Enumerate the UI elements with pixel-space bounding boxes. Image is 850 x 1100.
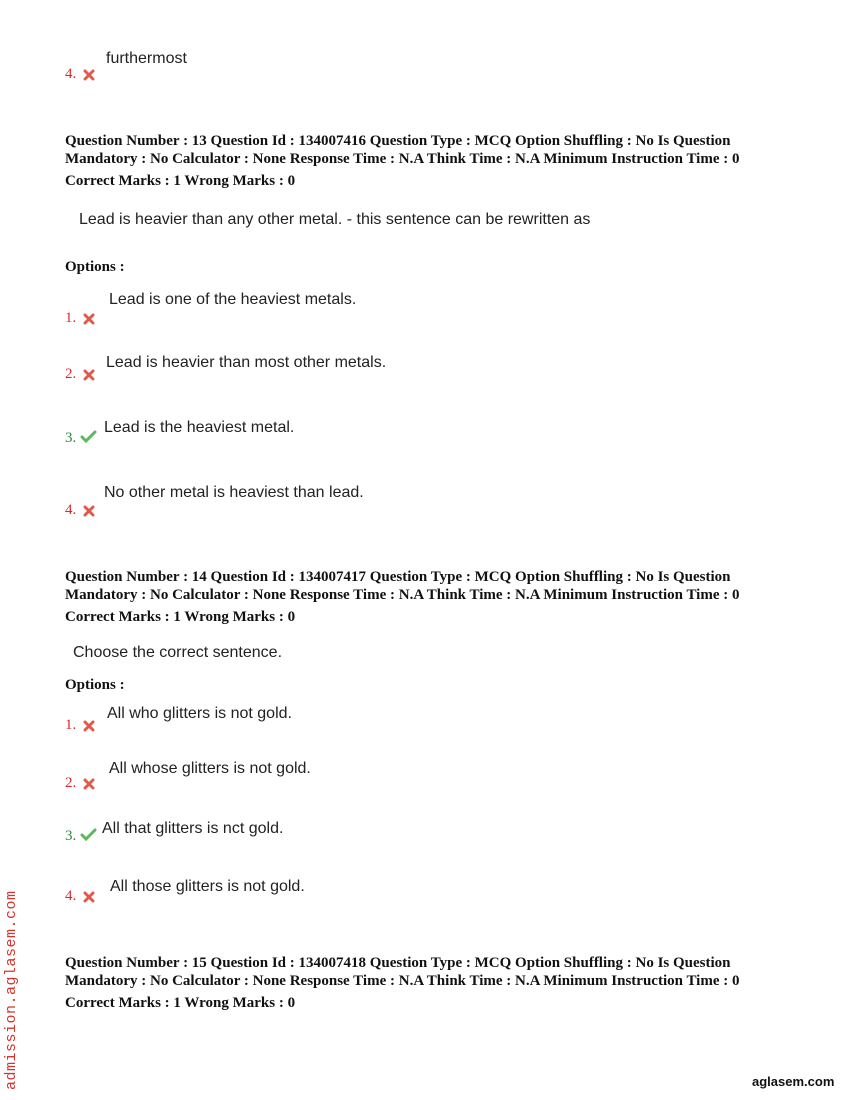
cross-icon <box>83 891 95 903</box>
brand-footer: aglasem.com <box>752 1074 835 1089</box>
cross-icon <box>83 369 95 381</box>
cross-icon <box>83 720 95 732</box>
check-icon <box>80 430 97 443</box>
question-text: Choose the correct sentence. <box>73 644 283 661</box>
question-header-line1: Question Number : 13 Question Id : 134007416 Question Type : MCQ Option Shuffling : No Is Question <box>65 133 731 149</box>
option-text: Lead is heavier than most other metals. <box>106 354 387 371</box>
option-text: Lead is the heaviest metal. <box>104 419 295 436</box>
question-header-line2: Mandatory : No Calculator : None Response Time : N.A Think Time : N.A Minimum Instruction Time : 0 <box>65 151 740 167</box>
option-number: 2. <box>65 366 77 382</box>
watermark: admission.aglasem.com <box>3 890 20 1090</box>
option-number: 4. <box>65 66 77 82</box>
question-header-line2: Mandatory : No Calculator : None Response Time : N.A Think Time : N.A Minimum Instruction Time : 0 <box>65 973 740 989</box>
question-header-line1: Question Number : 15 Question Id : 134007418 Question Type : MCQ Option Shuffling : No Is Question <box>65 955 731 971</box>
check-icon <box>80 828 97 841</box>
question-marks: Correct Marks : 1 Wrong Marks : 0 <box>65 609 296 625</box>
question-text: Lead is heavier than any other metal. - this sentence can be rewritten as <box>79 211 591 228</box>
option-text: All that glitters is nct gold. <box>102 820 284 837</box>
option-text: All those glitters is not gold. <box>110 878 305 895</box>
question-header-line2: Mandatory : No Calculator : None Response Time : N.A Think Time : N.A Minimum Instruction Time : 0 <box>65 587 740 603</box>
option-number: 4. <box>65 502 77 518</box>
option-number: 1. <box>65 310 77 326</box>
option-text: All whose glitters is not gold. <box>109 760 311 777</box>
options-label: Options : <box>65 677 125 693</box>
cross-icon <box>83 313 95 325</box>
option-number: 3. <box>65 430 77 446</box>
cross-icon <box>83 505 95 517</box>
option-number: 4. <box>65 888 77 904</box>
options-label: Options : <box>65 259 125 275</box>
cross-icon <box>83 778 95 790</box>
option-text: Lead is one of the heaviest metals. <box>109 291 357 308</box>
option-text: furthermost <box>106 50 187 67</box>
question-marks: Correct Marks : 1 Wrong Marks : 0 <box>65 995 296 1011</box>
option-number: 2. <box>65 775 77 791</box>
cross-icon <box>83 69 95 81</box>
option-number: 1. <box>65 717 77 733</box>
option-text: No other metal is heaviest than lead. <box>104 484 364 501</box>
question-header-line1: Question Number : 14 Question Id : 134007417 Question Type : MCQ Option Shuffling : No Is Question <box>65 569 731 585</box>
option-number: 3. <box>65 828 77 844</box>
question-marks: Correct Marks : 1 Wrong Marks : 0 <box>65 173 296 189</box>
option-text: All who glitters is not gold. <box>107 705 292 722</box>
